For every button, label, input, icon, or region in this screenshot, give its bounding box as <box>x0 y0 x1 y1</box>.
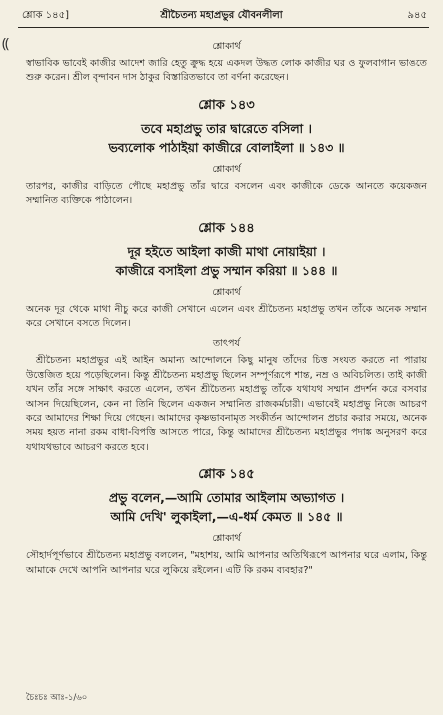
translation-heading-4: শ্লোকার্থ <box>212 533 241 545</box>
header-verse-ref: শ্লোক ১৪৫] <box>22 10 70 21</box>
translation-heading-2: শ্লোকার্থ <box>212 163 241 175</box>
margin-mark-icon: ⸨ <box>2 36 10 52</box>
verse-144-line-2: কাজীরে বসাইলা প্রভু সম্মান করিয়া ॥ ১৪৪ ॥ <box>115 262 338 278</box>
verse-145-line-1: প্রভু বলেন,—আমি তোমার আইলাম অভ্যাগত । <box>108 490 345 506</box>
verse-title-144: শ্লোক ১৪৪ <box>198 220 255 236</box>
purport-heading: তাৎপর্য <box>213 338 240 350</box>
translation-text-3: অনেক দূর থেকে মাথা নীচু করে কাজী সেখানে এলেন এবং শ্রীচৈতন্য মহাপ্রভু তখন তাঁকে অনেক সম্মান করে সেখানে বসতে দিলেন। <box>26 303 427 330</box>
translation-heading-1: শ্লোকার্থ <box>212 41 241 52</box>
header-rule <box>18 27 429 28</box>
verse-143-line-1: তবে মহাপ্রভু তার দ্বারেতে বসিলা । <box>141 120 312 136</box>
translation-heading-3: শ্লোকার্থ <box>212 286 241 298</box>
page-body <box>26 34 427 578</box>
page-footer-signature: চৈঃচঃ আঃ-১/৬০ <box>26 693 88 703</box>
purport-text: শ্রীচৈতন্য মহাপ্রভুর এই আইন অমান্য আন্দোলনে কিছু মানুষ তাঁদের চিত্ত সংযত করতে না পারায় উত্তেজিত হয়ে পড়েছিলেন। কিন্তু শ্রীচৈতন্য মহাপ্রভু ছিলেন সম্পূর্ণরূপে শান্ত, নম্র ও অবিচলিত। তাই কাজী যখন তাঁর সঙ্গে সাক্ষাৎ করতে এলেন, তখন শ্রীচৈতন্য মহাপ্রভু তাঁকে যথাযথ সম্মান প্রদর্শন করে বসবার আসন দিয়েছিলেন, কেন না তিনি ছিলেন একজন সম্মানিত রাজকর্মচারী। এভাবেই মহাপ্রভু নিজে আচরণ করে আমাদের শিক্ষা দিয়ে গেছেন। আমাদের কৃষ্ণভাবনামৃত সংকীর্তন আন্দোলন প্রচার করার সময়ে, অনেক সময় হয়ত নানা রকম বাধা-বিপত্তি আসতে পারে, কিন্তু আমাদের শ্রীচৈতন্য মহাপ্রভুর পদাঙ্ক অনুসরণ করে যথাযথভাবে আচরণ করতে হবে। <box>26 355 427 453</box>
verse-title-145: শ্লোক ১৪৫ <box>198 467 255 483</box>
translation-text-1: স্বাভাবিক ভাবেই কাজীর আদেশ জারি হেতু ক্রুদ্ধ হয়ে একদল উদ্ধত লোক কাজীর ঘর ও ফুলবাগান ভাঙতে শুরু করেন। শ্রীল বৃন্দাবন দাস ঠাকুর বিস্তারিতভাবে তা বর্ণনা করেছেন। <box>26 58 427 84</box>
header-title: শ্রীচৈতন্য মহাপ্রভুর যৌবনলীলা <box>160 10 283 21</box>
page-number: ৯৪৫ <box>407 10 427 21</box>
verse-143-line-2: ভব্যলোক পাঠাইয়া কাজীরে বোলাইলা ॥ ১৪৩ ॥ <box>108 139 345 155</box>
verse-145-line-2: আমি দেখি' লুকাইলা,—এ-ধর্ম কেমত ॥ ১৪৫ ॥ <box>110 509 343 525</box>
verse-144-line-1: দূর হইতে আইলা কাজী মাথা নোয়াইয়া । <box>127 243 326 259</box>
translation-text-2: তারপর, কাজীর বাড়িতে পৌছে মহাপ্রভু তাঁর দ্বারে বসলেন এবং কাজীকে ডেকে আনতে কয়েকজন সম্মানিত ব্যক্তিকে পাঠালেন। <box>26 180 427 207</box>
page-header <box>14 6 429 26</box>
translation-text-4: সৌহার্দপূর্ণভাবে শ্রীচৈতন্য মহাপ্রভু বললেন, "মহাশয়, আমি আপনার অতিথিরূপে আপনার ঘরে এলাম, কিন্তু আমাকে দেখে আপনি আপনার ঘরে লুকিয়ে রইলেন। এটি কি রকম ব্যবহার?" <box>26 550 427 576</box>
verse-title-143: শ্লোক ১৪৩ <box>198 97 255 113</box>
